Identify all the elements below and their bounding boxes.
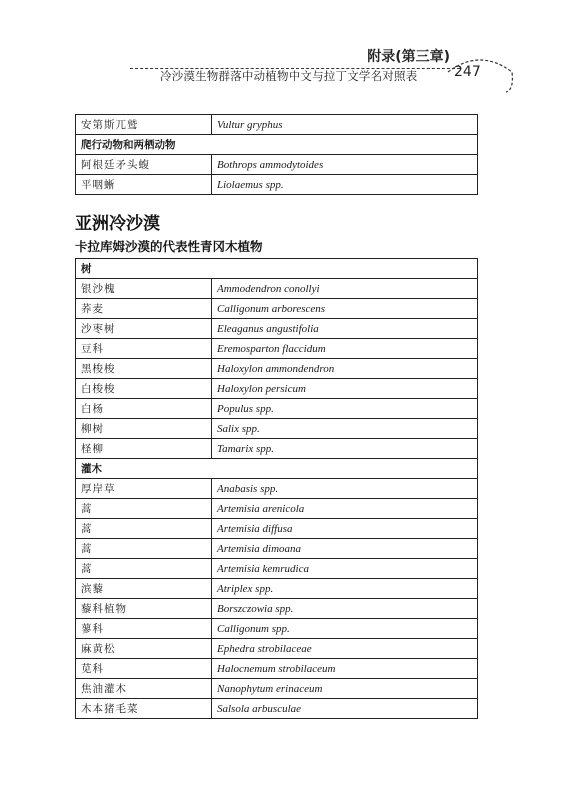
latin-name-cell: Salsola arbusculae: [212, 699, 478, 719]
page-header: [0, 0, 570, 100]
latin-name-cell: Tamarix spp.: [212, 439, 478, 459]
latin-name-cell: Calligonum spp.: [212, 619, 478, 639]
table-row: [76, 599, 478, 619]
table-row: [76, 619, 478, 639]
table-row: [76, 559, 478, 579]
section-row: [76, 259, 478, 279]
table-row: [76, 419, 478, 439]
latin-name-cell: Atriplex spp.: [212, 579, 478, 599]
chinese-name-cell: 白梭梭: [76, 379, 212, 399]
table-row: [76, 659, 478, 679]
chinese-name-cell: 柳树: [76, 419, 212, 439]
table-row: [76, 339, 478, 359]
chinese-name-cell: 蒿: [76, 539, 212, 559]
chinese-name-cell: 厚岸草: [76, 479, 212, 499]
chinese-name-cell: 焦油灌木: [76, 679, 212, 699]
latin-name-cell: Artemisia diffusa: [212, 519, 478, 539]
latin-name-cell: Artemisia arenicola: [212, 499, 478, 519]
table-row: [76, 439, 478, 459]
table-row: [76, 679, 478, 699]
table-row: [76, 579, 478, 599]
section-heading: 灌木: [76, 459, 478, 479]
table-row: [76, 519, 478, 539]
chinese-name-cell: 柽柳: [76, 439, 212, 459]
chinese-name-cell: 蒿: [76, 499, 212, 519]
running-title: 冷沙漠生物群落中动植物中文与拉丁文学名对照表: [160, 69, 418, 83]
table-row: [76, 279, 478, 299]
page-number: 247: [454, 64, 481, 80]
chinese-name-cell: 荞麦: [76, 299, 212, 319]
chinese-name-cell: 藜科植物: [76, 599, 212, 619]
chinese-name-cell: 滨藜: [76, 579, 212, 599]
latin-name-cell: Artemisia kemrudica: [212, 559, 478, 579]
region-title: 亚洲冷沙漠: [75, 214, 160, 234]
chinese-name-cell: 木本猪毛菜: [76, 699, 212, 719]
chinese-name-cell: 苋科: [76, 659, 212, 679]
section-heading: 树: [76, 259, 478, 279]
chinese-name-cell: 白杨: [76, 399, 212, 419]
latin-name-cell: Artemisia dimoana: [212, 539, 478, 559]
table-row: [76, 479, 478, 499]
latin-name-cell: Eremosparton flaccidum: [212, 339, 478, 359]
table-row: [76, 319, 478, 339]
latin-name-cell: Haloxylon ammondendron: [212, 359, 478, 379]
chinese-name-cell: 阿根廷矛头蝮: [76, 155, 212, 175]
latin-name-cell: Haloxylon persicum: [212, 379, 478, 399]
chinese-name-cell: 平咽蜥: [76, 175, 212, 195]
section-row: [76, 459, 478, 479]
table-row: [76, 639, 478, 659]
latin-name-cell: Liolaemus spp.: [212, 175, 478, 195]
latin-name-cell: Nanophytum erinaceum: [212, 679, 478, 699]
latin-name-cell: Populus spp.: [212, 399, 478, 419]
table-row: [76, 299, 478, 319]
latin-name-cell: Ephedra strobilaceae: [212, 639, 478, 659]
table-row: [76, 115, 478, 135]
chinese-name-cell: 蒿: [76, 519, 212, 539]
section-row: [76, 135, 478, 155]
chinese-name-cell: 沙枣树: [76, 319, 212, 339]
latin-name-cell: Ammodendron conollyi: [212, 279, 478, 299]
table-row: [76, 399, 478, 419]
table-row: [76, 175, 478, 195]
chinese-name-cell: 银沙槐: [76, 279, 212, 299]
chinese-name-cell: 豆科: [76, 339, 212, 359]
latin-name-cell: Eleaganus angustifolia: [212, 319, 478, 339]
chinese-name-cell: 蒿: [76, 559, 212, 579]
plant-table: [75, 258, 478, 719]
table-row: [76, 539, 478, 559]
chinese-name-cell: 蓼科: [76, 619, 212, 639]
latin-name-cell: Salix spp.: [212, 419, 478, 439]
table-row: [76, 499, 478, 519]
appendix-label: 附录(第三章): [367, 49, 450, 65]
fauna-table: [75, 114, 478, 195]
table-row: [76, 379, 478, 399]
table-title: 卡拉库姆沙漠的代表性青冈木植物: [75, 239, 263, 254]
latin-name-cell: Vultur gryphus: [212, 115, 478, 135]
chinese-name-cell: 安第斯兀鹫: [76, 115, 212, 135]
chinese-name-cell: 麻黄松: [76, 639, 212, 659]
latin-name-cell: Borszczowia spp.: [212, 599, 478, 619]
section-heading: 爬行动物和两栖动物: [76, 135, 478, 155]
latin-name-cell: Bothrops ammodytoides: [212, 155, 478, 175]
latin-name-cell: Calligonum arborescens: [212, 299, 478, 319]
latin-name-cell: Anabasis spp.: [212, 479, 478, 499]
table-row: [76, 699, 478, 719]
table-row: [76, 155, 478, 175]
latin-name-cell: Halocnemum strobilaceum: [212, 659, 478, 679]
chinese-name-cell: 黑梭梭: [76, 359, 212, 379]
table-row: [76, 359, 478, 379]
